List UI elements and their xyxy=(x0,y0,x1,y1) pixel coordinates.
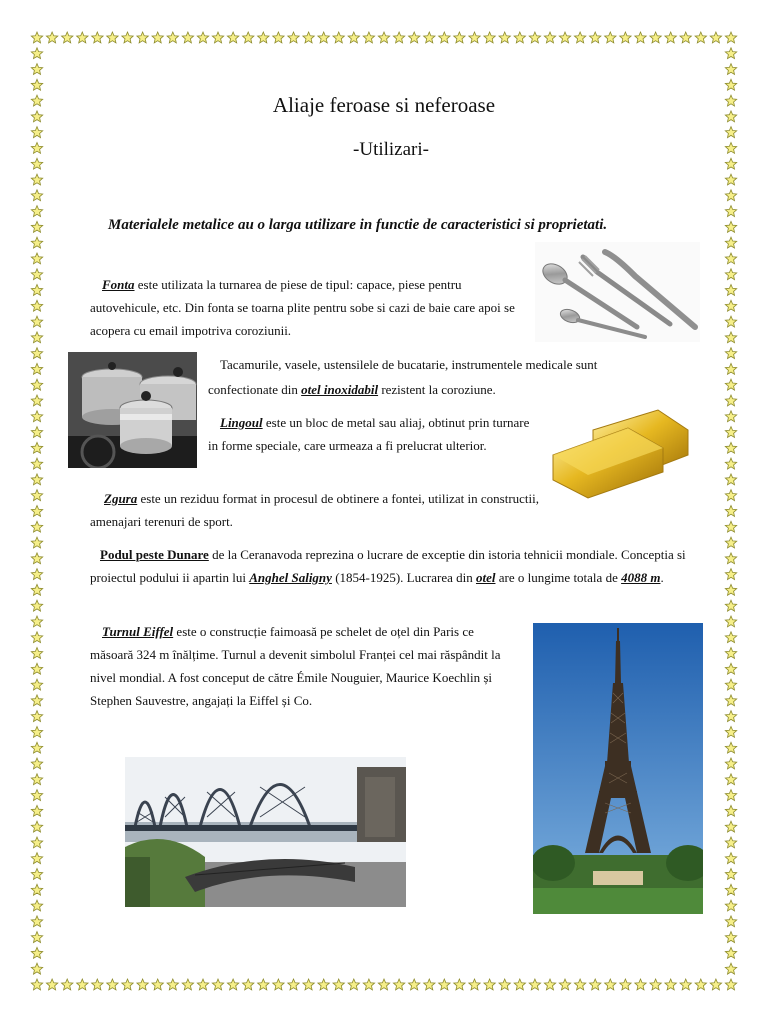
border-star xyxy=(725,379,736,390)
border-star xyxy=(725,774,736,785)
border-star xyxy=(469,32,480,43)
text-podul-3: are o lungime totala de xyxy=(495,570,622,585)
border-star xyxy=(725,521,736,532)
border-star xyxy=(31,648,42,659)
page-subtitle: -Utilizari- xyxy=(353,139,429,160)
border-star xyxy=(212,32,223,43)
border-star xyxy=(725,427,736,438)
text-podul-2: (1854-1925). Lucrarea din xyxy=(331,570,476,585)
border-star xyxy=(409,32,420,43)
border-star xyxy=(31,616,42,627)
border-star xyxy=(725,174,736,185)
border-star xyxy=(31,679,42,690)
border-star xyxy=(31,300,42,311)
border-star xyxy=(258,32,269,43)
intro-paragraph xyxy=(88,212,628,238)
border-star xyxy=(725,805,736,816)
border-star xyxy=(31,379,42,390)
keyword-podul: Podul peste Dunare xyxy=(100,547,209,562)
border-star xyxy=(167,979,178,990)
border-star xyxy=(725,79,736,90)
border-star xyxy=(31,837,42,848)
border-star xyxy=(499,32,510,43)
border-star xyxy=(725,695,736,706)
border-star xyxy=(197,32,208,43)
border-star xyxy=(31,916,42,927)
border-star xyxy=(31,269,42,280)
text-fonta: este utilizata la turnarea de piese de tipul: capace, piese pentru autovehicule, etc. Din fonta se toarna plite pentru sobe si cazi de baie care apoi se acopera cu email impotriva coroziunii. xyxy=(90,277,515,338)
border-star xyxy=(318,32,330,43)
border-star xyxy=(499,979,510,990)
border-star xyxy=(559,32,570,43)
border-star xyxy=(197,979,208,990)
border-star xyxy=(484,979,495,990)
border-star xyxy=(454,32,465,43)
border-star xyxy=(725,221,736,232)
border-star xyxy=(725,632,736,643)
border-star xyxy=(31,979,42,990)
border-star xyxy=(122,32,133,43)
border-star xyxy=(695,32,706,43)
border-star xyxy=(167,32,178,43)
border-star xyxy=(31,64,42,75)
border-star xyxy=(725,900,736,911)
border-star xyxy=(31,490,42,501)
text-turnul: este o construcție faimoasă pe schelet de oțel din Paris ce măsoară 324 m înălțime. Turnul a devenit simbolul Franței cel mai răspândit la nivel mondial. A fost conceput de către Émile Nouguier, Maurice Koechlin și Stephen Sauvestre, angajați la Eiffel și Co. xyxy=(90,624,501,708)
border-star xyxy=(665,32,677,43)
keyword-4088m: 4088 m xyxy=(621,570,661,585)
border-star xyxy=(31,253,42,264)
border-star xyxy=(529,32,540,43)
cutlery-image xyxy=(535,242,700,342)
border-star xyxy=(559,979,570,990)
border-star xyxy=(725,127,736,138)
border-star xyxy=(725,285,736,296)
border-star xyxy=(31,316,42,327)
paragraph-tacamuri xyxy=(208,352,668,402)
border-star xyxy=(152,979,163,990)
border-star xyxy=(469,979,480,990)
border-star xyxy=(258,979,269,990)
border-star xyxy=(31,569,42,580)
border-star xyxy=(424,979,435,990)
border-star xyxy=(31,48,42,59)
border-star xyxy=(333,979,344,990)
border-star xyxy=(31,411,42,422)
border-star xyxy=(182,32,193,43)
border-star xyxy=(31,963,42,974)
border-star xyxy=(92,32,104,43)
border-star xyxy=(710,979,721,990)
paragraph-podul xyxy=(90,543,690,589)
border-star xyxy=(31,711,42,722)
border-star xyxy=(725,490,736,501)
border-star xyxy=(363,979,374,990)
border-star xyxy=(31,884,42,895)
border-star xyxy=(725,727,736,738)
border-star xyxy=(710,32,721,43)
border-star xyxy=(31,537,42,548)
border-star xyxy=(31,285,42,296)
border-star xyxy=(46,32,57,43)
border-star xyxy=(725,821,736,832)
border-star xyxy=(725,411,736,422)
border-star xyxy=(31,174,42,185)
border-star xyxy=(31,363,42,374)
border-star xyxy=(725,269,736,280)
border-star xyxy=(31,727,42,738)
border-star xyxy=(725,932,736,943)
border-star xyxy=(725,616,736,627)
border-star xyxy=(77,32,88,43)
border-star xyxy=(31,221,42,232)
border-star xyxy=(31,506,42,517)
border-star xyxy=(31,932,42,943)
border-star xyxy=(303,979,314,990)
border-star xyxy=(31,395,42,406)
border-star xyxy=(725,979,736,990)
border-star xyxy=(46,979,57,990)
paragraph-fonta xyxy=(90,273,520,342)
border-star xyxy=(31,458,42,469)
border-star xyxy=(725,584,736,595)
border-star xyxy=(378,979,389,990)
border-star xyxy=(635,979,646,990)
border-star xyxy=(725,790,736,801)
paragraph-turnul xyxy=(90,620,515,712)
border-star xyxy=(725,758,736,769)
border-star xyxy=(333,32,344,43)
border-star xyxy=(31,869,42,880)
keyword-zgura: Zgura xyxy=(104,491,138,506)
border-star xyxy=(31,774,42,785)
border-star xyxy=(31,427,42,438)
border-star xyxy=(424,32,435,43)
border-star xyxy=(31,742,42,753)
border-star xyxy=(122,979,133,990)
border-star xyxy=(725,395,736,406)
keyword-anghel-saligny: Anghel Saligny xyxy=(249,570,332,585)
border-star xyxy=(725,348,736,359)
border-star xyxy=(107,32,118,43)
border-star xyxy=(725,316,736,327)
border-star xyxy=(725,947,736,958)
border-star xyxy=(665,979,677,990)
keyword-fonta: Fonta xyxy=(102,277,135,292)
border-star xyxy=(31,521,42,532)
border-star xyxy=(620,32,631,43)
border-star xyxy=(243,32,254,43)
border-star xyxy=(31,237,42,248)
bridge-image xyxy=(125,757,406,907)
border-star xyxy=(348,32,359,43)
border-star xyxy=(514,979,525,990)
border-star xyxy=(318,979,330,990)
border-star xyxy=(680,979,691,990)
border-star xyxy=(725,869,736,880)
border-star xyxy=(243,979,254,990)
border-star xyxy=(680,32,691,43)
border-star xyxy=(31,632,42,643)
border-star xyxy=(725,64,736,75)
keyword-otel-inoxidabil: otel inoxidabil xyxy=(301,382,379,397)
border-star xyxy=(484,32,495,43)
keyword-lingoul: Lingoul xyxy=(220,415,263,430)
border-star xyxy=(725,458,736,469)
border-star xyxy=(725,853,736,864)
border-star xyxy=(31,821,42,832)
border-star xyxy=(574,979,585,990)
border-star xyxy=(725,916,736,927)
border-star xyxy=(31,206,42,217)
border-star xyxy=(62,979,73,990)
border-star xyxy=(725,648,736,659)
border-star xyxy=(409,979,420,990)
border-star xyxy=(152,32,163,43)
border-star xyxy=(227,32,238,43)
border-star xyxy=(725,48,736,59)
border-star xyxy=(107,979,118,990)
border-star xyxy=(590,979,601,990)
border-star xyxy=(529,979,540,990)
border-star xyxy=(695,979,706,990)
border-star xyxy=(620,979,631,990)
border-star xyxy=(650,979,661,990)
border-star xyxy=(725,711,736,722)
border-star xyxy=(31,584,42,595)
gold-bars-image xyxy=(548,400,698,500)
keyword-turnul-eiffel: Turnul Eiffel xyxy=(102,624,174,639)
border-star xyxy=(725,569,736,580)
border-star xyxy=(182,979,193,990)
border-star xyxy=(303,32,314,43)
border-star xyxy=(725,442,736,453)
border-star xyxy=(288,979,299,990)
border-star xyxy=(77,979,88,990)
border-star xyxy=(31,790,42,801)
border-star xyxy=(439,979,451,990)
page-title: Aliaje feroase si neferoase xyxy=(272,93,496,117)
border-star xyxy=(31,900,42,911)
border-star xyxy=(348,979,359,990)
border-star xyxy=(605,979,616,990)
border-star xyxy=(137,32,148,43)
text-tacamuri-before: Tacamurile, vasele, ustensilele de bucatarie, instrumentele medicale sunt confectionate din xyxy=(208,357,598,397)
border-star xyxy=(137,979,148,990)
border-star xyxy=(31,805,42,816)
border-star xyxy=(288,32,299,43)
border-star xyxy=(31,947,42,958)
border-star xyxy=(725,663,736,674)
border-star xyxy=(725,884,736,895)
border-star xyxy=(393,979,404,990)
border-star xyxy=(31,127,42,138)
border-star xyxy=(31,79,42,90)
border-star xyxy=(273,32,284,43)
border-star xyxy=(454,979,465,990)
border-star xyxy=(544,979,555,990)
intro-text: Materialele metalice au o larga utilizare in functie de caracteristici si proprietati. xyxy=(108,217,608,233)
border-star xyxy=(31,348,42,359)
border-star xyxy=(725,32,736,43)
border-star xyxy=(725,363,736,374)
paragraph-zgura xyxy=(90,487,545,533)
border-star xyxy=(725,600,736,611)
border-star xyxy=(31,695,42,706)
border-star xyxy=(725,553,736,564)
border-star xyxy=(439,32,451,43)
eiffel-tower-image xyxy=(533,623,703,914)
border-star xyxy=(62,32,73,43)
border-star xyxy=(363,32,374,43)
border-star xyxy=(574,32,585,43)
text-zgura: este un reziduu format in procesul de obtinere a fontei, utilizat in constructii, amenajari terenuri de sport. xyxy=(90,491,540,529)
border-star xyxy=(725,206,736,217)
border-star xyxy=(544,32,555,43)
border-star xyxy=(725,300,736,311)
border-star xyxy=(725,190,736,201)
border-star xyxy=(725,679,736,690)
pots-image xyxy=(68,352,197,468)
border-star xyxy=(31,32,42,43)
paragraph-lingoul xyxy=(208,411,533,457)
border-star xyxy=(31,442,42,453)
text-podul-4: . xyxy=(660,570,664,585)
border-star xyxy=(635,32,646,43)
border-star xyxy=(590,32,601,43)
border-star xyxy=(273,979,284,990)
text-podul-1: de la Ceranavoda reprezina o lucrare de exceptie din istoria tehnicii mondiale. Conceptia si proiectul podului ii apartin lui xyxy=(90,547,686,585)
border-star xyxy=(725,506,736,517)
border-star xyxy=(725,837,736,848)
border-star xyxy=(514,32,525,43)
border-star xyxy=(725,963,736,974)
border-star xyxy=(725,253,736,264)
border-star xyxy=(725,332,736,343)
border-star xyxy=(31,190,42,201)
keyword-otel: otel xyxy=(475,570,496,585)
border-star xyxy=(31,332,42,343)
text-tacamuri-after: rezistent la coroziune. xyxy=(378,382,496,397)
border-star xyxy=(31,853,42,864)
text-lingoul: este un bloc de metal sau aliaj, obtinut prin turnare in forme speciale, care urmeaza a fi prelucrat ulterior. xyxy=(208,415,530,453)
border-star xyxy=(605,32,616,43)
border-star xyxy=(92,979,104,990)
border-star xyxy=(31,600,42,611)
border-star xyxy=(725,537,736,548)
border-star xyxy=(31,474,42,485)
border-star xyxy=(725,237,736,248)
border-star xyxy=(650,32,661,43)
border-star xyxy=(725,742,736,753)
border-star xyxy=(31,758,42,769)
border-star xyxy=(393,32,404,43)
border-star xyxy=(378,32,389,43)
border-star xyxy=(212,979,223,990)
border-star xyxy=(31,663,42,674)
border-star xyxy=(725,474,736,485)
border-star xyxy=(227,979,238,990)
border-star xyxy=(31,553,42,564)
